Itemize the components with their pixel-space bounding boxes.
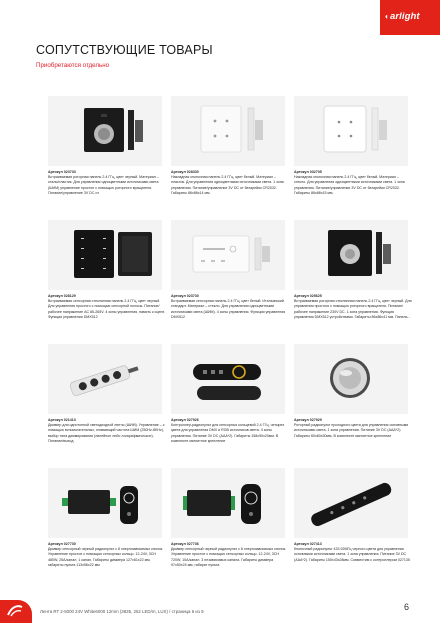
product-article: Артикул 023730 — [171, 294, 199, 298]
product-photo — [294, 96, 408, 166]
product-caption — [48, 418, 166, 444]
product-article: Артикул 027926 — [171, 418, 199, 422]
product-description: Кнопочный радиопульт 433.92МГц черного цвета для управления основными источниками света. 1 зона управления. Питание 3V DC (AAA*2). Габариты 150х43х28мм. Совместим с контроллером 027135 — [294, 547, 410, 562]
product-photo — [294, 468, 408, 538]
product-article: Артикул 027413 — [294, 542, 322, 546]
product-description: Диммер сенсорный черный радиопульт с 8 энергозависимых кнопок. Управление простое с помощью сенсорных кольцо. 12-24V, 3CH 720W, 10A/канал. 3 независимых канала. Габариты диммера 97х50х24 мм, габарит пульта — [171, 547, 287, 567]
arlight-swoosh-icon — [6, 604, 24, 618]
product-caption — [294, 294, 412, 320]
product-article: Артикул 027730 — [48, 542, 76, 546]
product-caption — [294, 170, 412, 196]
product-photo — [48, 344, 162, 414]
product-photo — [294, 220, 408, 290]
product-photo — [171, 96, 285, 166]
page-title: СОПУТСТВУЮЩИЕ ТОВАРЫ — [36, 43, 213, 57]
product-photo — [171, 220, 285, 290]
product-photo — [48, 468, 162, 538]
dimmer-with-remote-icon — [48, 468, 162, 538]
product-article: Артикул 027929 — [294, 418, 322, 422]
product-description: Накладная кнопочная панель 2.4 ГГц, цвет белый. Материал – стекло. Для управления одноцветными источниками света. 1 зона управления. Питание/управление 3V DC от батарейки CR2032. Габариты 86х86х15 мм. — [294, 175, 405, 195]
product-description: Встраиваемая роторная стеклянная панель 2.4 ГГц, цвет черный. Для управления простого с помощью роторного вращателя. Питание/рабочее напряжение 230V DC. 1 зона управления. Функция управления DMX512 устройствами. Габариты 86х86х41 мм. Панель... — [294, 299, 412, 319]
product-photo — [294, 344, 408, 414]
glass-panel-white-icon — [294, 96, 408, 166]
product-article: Артикул 021413 — [48, 418, 76, 422]
product-caption — [171, 294, 289, 320]
footer-document-info: Лента RT 2-5000 24V White6000 12mm (3835, 252 LED/m, LUX) / страница 6 из 9 — [40, 609, 204, 614]
product-caption — [294, 542, 412, 563]
product-article: Артикул 032705 — [294, 170, 322, 174]
page-subtitle: Приобретаются отдельно — [36, 62, 110, 69]
product-caption — [171, 542, 289, 568]
rotary-glass-panel-black-icon — [294, 220, 408, 290]
touch-panel-white-icon — [171, 220, 285, 290]
product-caption — [48, 542, 166, 568]
product-description: Накладная кнопочная панель 2.4 ГГц, цвет белый. Материал – пластик. Для управления одноцветными источниками света. 1 зона управления. Питание/управление 3V DC от батарейки CR2032. Габариты 86х86х14 мм. — [171, 175, 284, 195]
product-caption — [48, 170, 166, 196]
product-photo — [48, 220, 162, 290]
logo-underline — [380, 34, 440, 35]
product-caption — [48, 294, 166, 320]
product-description: Контроллер-радиопульт для сенсорных кольцевой 2.4 ГГц, четырех цвета для управления DMX и RGB источников света. 4 зоны управления. Питание 3V DC (AAA*2). Габариты 158х50х20мм. В комплекте магнитное крепление — [171, 423, 285, 443]
product-photo — [48, 96, 162, 166]
product-photo — [171, 344, 285, 414]
product-description: Диммер для однотонной светодиодной ленты (ШИМ). Управление – с помощью вспомогательных, плавающий частота ШИМ (250Hz-8KHz), выбор типа диммирования (линейное либо логарифмическое). Питание/выход — [48, 423, 165, 443]
touch-remote-icon — [171, 344, 285, 414]
product-description: Роторный радиопульт проходного цвета для управления основными источниками света. 1 зона управления. Питание 3V DC (AAA*2). Габариты 60х60х30мм. В комплекте магнитное крепление — [294, 423, 409, 438]
product-description: Встраиваемая сенсорная панель 2.4 ГГц, цвет белый. Итальянский стандарт. Материал – стекло. Для управления одноцветными источниками света (ШИМ). 4 зоны управления. Функция управления DMX512 — [171, 299, 286, 319]
product-description: Встраиваемая сенсорная стеклянная панель 2.4 ГГц, цвет черный. Для управления простого с помощью сенсорной полосы. Питание/рабочее напряжение AC 85-265V. 4 зоны управления, память к сцене. Функция управления DMX512 — [48, 299, 166, 319]
logo-text: ◖arlight — [384, 11, 420, 22]
button-remote-icon — [294, 468, 408, 538]
logo-swoosh-icon: ◖ — [384, 12, 389, 21]
dimmer-3ch-with-remote-icon — [171, 468, 285, 538]
product-article: Артикул 023733 — [48, 170, 76, 174]
product-caption — [171, 418, 289, 444]
product-description: Диммер сенсорный черный радиопульт с 8 энергозависимых кнопок. Управление простое с помощью сенсорных кольцо. 12-24V, 3CH 480W, 25A/канал. 1 канал. Габариты диммера 127х61х22 мм, габариты пульта 113х56х22 мм — [48, 547, 164, 567]
product-caption — [294, 418, 412, 439]
product-article: Артикул 028330 — [171, 170, 199, 174]
product-article: Артикул 027736 — [171, 542, 199, 546]
button-panel-white-icon — [171, 96, 285, 166]
page-number: 6 — [404, 602, 410, 612]
rotary-panel-black-icon — [48, 96, 162, 166]
led-dimmer-icon — [48, 344, 162, 414]
product-description: Встраиваемая роторная панель 2.4 ГГц, цвет черный. Материал – сталь/пластик. Для управления одноцветными источниками света (ШИМ) управление простое с помощью роторного вращателя. Питание/управление 3V DC от — [48, 175, 159, 195]
product-article: Артикул 025625 — [294, 294, 322, 298]
product-caption — [171, 170, 289, 196]
brand-logo[interactable] — [380, 0, 440, 74]
rotary-remote-icon — [294, 344, 408, 414]
touch-panel-black-icon — [48, 220, 162, 290]
product-article: Артикул 028129 — [48, 294, 76, 298]
product-photo — [171, 468, 285, 538]
